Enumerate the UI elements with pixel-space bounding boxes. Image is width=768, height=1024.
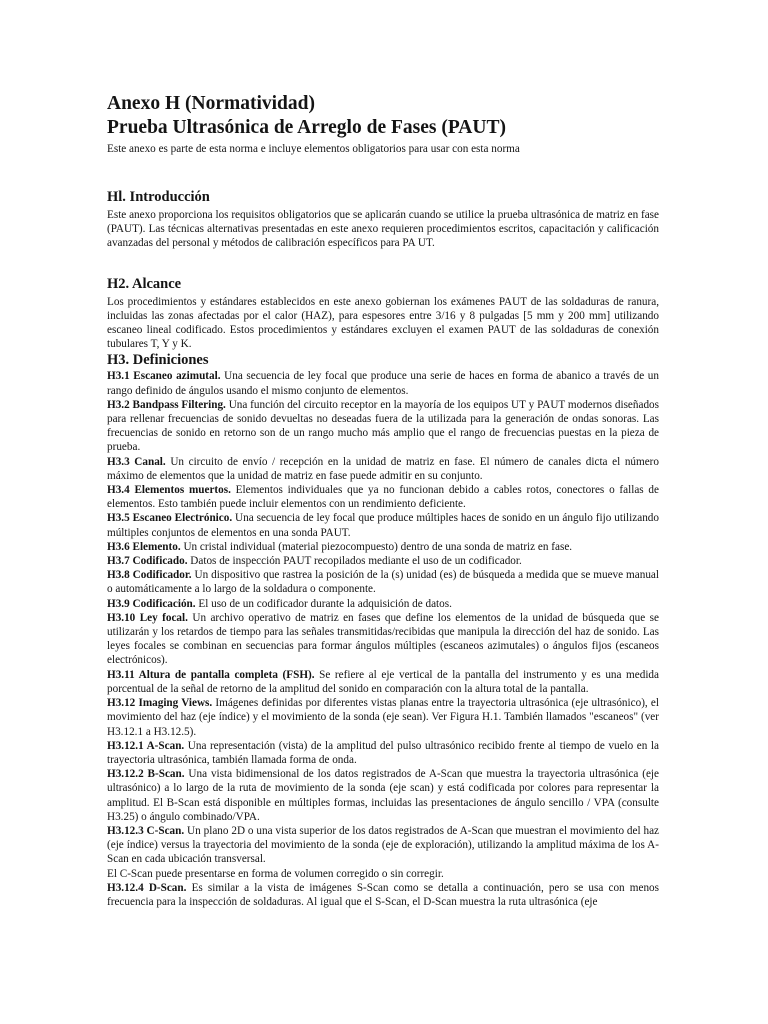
document-body [107,92,659,909]
intro-text: Este anexo es parte de esta norma e incluye elementos obligatorios para usar con esta norma [107,143,520,155]
definition-term: H3.5 Escaneo Electrónico. [107,512,233,525]
definition-item [107,739,659,767]
definition-item [107,554,659,568]
definition-term: H3.8 Codificador. [107,569,192,582]
definition-item [107,455,659,483]
definition-term: H3.4 Elementos muertos. [107,484,231,497]
definition-term: H3.12.4 D-Scan. [107,881,187,894]
definition-item [107,568,659,596]
definition-text: Una vista bidimensional de los datos registrados de A-Scan que muestra la trayectoria ultrasónica (eje ultrasónico) a lo largo de la ruta de movimiento de la sonda (eje scan) y está codificada por colores para representar la amplitud. El B-Scan está disponible en múltiples formas, incluidas las presentaciones de ángulo sencillo / VPA (consulte H3.25) o ángulo combinado/VPA. [107,768,659,823]
section-heading-definiciones: H3. Definiciones [107,352,209,369]
definition-continuation [107,867,659,881]
definition-text: Una función del circuito receptor en la mayoría de los equipos UT y PAUT modernos diseñados para rellenar frecuencias de sonido devueltas no deseadas fuera de la utilizada para la generación de ondas sonoras. Las frecuencias de sonido en retorno son de un rango mucho más amplio que el rango de frecuencias puestas en la pieza de prueba. [107,398,659,454]
definition-text: Un cristal individual (material piezocompuesto) dentro de una sonda de matriz en fase. [180,540,573,553]
definition-item [107,611,659,668]
section-text-introduccion: Este anexo proporciona los requisitos obligatorios que se aplicarán cuando se utilice la prueba ultrasónica de matriz en fase (PAUT). Las técnicas alternativas presentadas en este anexo requieren procedimientos escritos, capacitación y calificación avanzadas del personal y métodos de calibración específicos para PA UT. [107,209,659,250]
definition-term: H3.1 Escaneo azimutal. [107,370,221,383]
definitions-list [107,369,659,909]
definition-term: H3.6 Elemento. [107,540,181,553]
definition-text: Imágenes definidas por diferentes vistas planas entre la trayectoria ultrasónica (eje ultrasónico), el movimiento del haz (eje índice) y el movimiento de la sonda (eje sean). Ver Figura H.1. También llamados "escaneos" (ver H3.12.1 a H3.12.5). [107,697,659,738]
definition-text: Elementos individuales que ya no funcionan debido a cables rotos, conectores o fallas de elementos. Esto también puede incluir elementos con un rendimiento deficiente. [107,484,659,511]
document-title-line-1: Anexo H (Normatividad) [107,93,315,114]
definition-item [107,483,659,511]
definition-term: H3.12.1 A-Scan. [107,739,185,752]
definition-text: Un archivo operativo de matriz en fases que define los elementos de la unidad de búsqueda que se utilizarán y los retardos de tiempo para las señales transmitidas/recibidas que manipula la dirección del haz de sonido. Las leyes focales se combinan en secuencias para formar ángulos múltiples (escaneos azimutales) o ángulos fijos (escaneos electrónicos). [107,611,659,667]
definition-text: Un circuito de envío / recepción en la unidad de matriz en fase. El número de canales dicta el número máximo de elementos que la unidad de matriz en fase puede admitir en su conjunto. [107,455,659,482]
section-heading-introduccion: Hl. Introducción [107,189,210,205]
definition-item [107,668,659,696]
definition-item [107,540,659,554]
definition-continuation-text: El C-Scan puede presentarse en forma de volumen corregido o sin corregir. [107,867,444,880]
definition-item [107,767,659,824]
definition-text: Un plano 2D o una vista superior de los datos registrados de A-Scan que muestran el movimiento del haz (eje índice) versus la trayectoria del movimiento de la sonda (eje de exploración), utilizando la amplitud máxima de los A-Scan en cada ubicación transversal. [107,824,660,866]
definition-text: Es similar a la vista de imágenes S-Scan como se detalla a continuación, pero se usa con menos frecuencia para la inspección de soldaduras. Al igual que el S-Scan, el D-Scan muestra la ruta ultrasónica (eje [107,881,659,908]
definition-text: Una secuencia de ley focal que produce una serie de haces en forma de abanico a través de un rango definido de ángulos usando el mismo conjunto de elementos. [107,370,659,397]
definition-text: Un dispositivo que rastrea la posición de la (s) unidad (es) de búsqueda a medida que se mueve manual o automáticamente a lo largo de la soldadura o componente. [107,569,659,596]
document-title-line-2: Prueba Ultrasónica de Arreglo de Fases (PAUT) [107,117,506,138]
definition-term: H3.12 Imaging Views. [107,697,213,710]
definition-term: H3.12.2 B-Scan. [107,768,185,781]
definition-text: El uso de un codificador durante la adquisición de datos. [195,597,452,610]
definition-item [107,398,659,455]
definition-text: Una secuencia de ley focal que produce múltiples haces de sonido en un ángulo fijo utilizando múltiples conjuntos de elementos en una sonda PAUT. [107,512,659,539]
definition-item [107,369,659,397]
definition-item [107,511,659,539]
definition-text: Una representación (vista) de la amplitud del pulso ultrasónico recibido frente al tiempo de vuelo en la trayectoria ultrasónica, también llamada forma de onda. [107,739,659,766]
definition-term: H3.10 Ley focal. [107,611,188,624]
definition-text: Datos de inspección PAUT recopilados mediante el uso de un codificador. [187,555,522,568]
definition-item [107,696,659,739]
definition-term: H3.9 Codificación. [107,597,196,610]
definition-item [107,881,659,909]
definition-item [107,597,659,611]
section-heading-alcance: H2. Alcance [107,275,182,292]
definition-text: Se refiere al eje vertical de la pantalla del instrumento y es una medida porcentual de la señal de retorno de la amplitud del sonido en comparación con la altura total de la pantalla. [107,668,659,695]
definition-term: H3.3 Canal. [107,455,166,468]
definition-item [107,824,659,867]
definition-term: H3.12.3 C-Scan. [107,824,185,837]
definition-term: H3.11 Altura de pantalla completa (FSH). [107,668,315,681]
section-text-alcance: Los procedimientos y estándares establecidos en este anexo gobiernan los exámenes PAUT de las soldaduras de ranura, incluidas las zonas afectadas por el calor (HAZ), para espesores entre 3/16 y 8 pulgadas [5 mm y 200 mm] utilizando escaneo lineal codificado. Estos procedimientos y estándares excluyen el examen PAUT de las soldaduras de conexión tubulares T, Y y K. [107,295,659,351]
definition-term: H3.2 Bandpass Filtering. [107,398,226,411]
definition-term: H3.7 Codificado. [107,555,188,568]
